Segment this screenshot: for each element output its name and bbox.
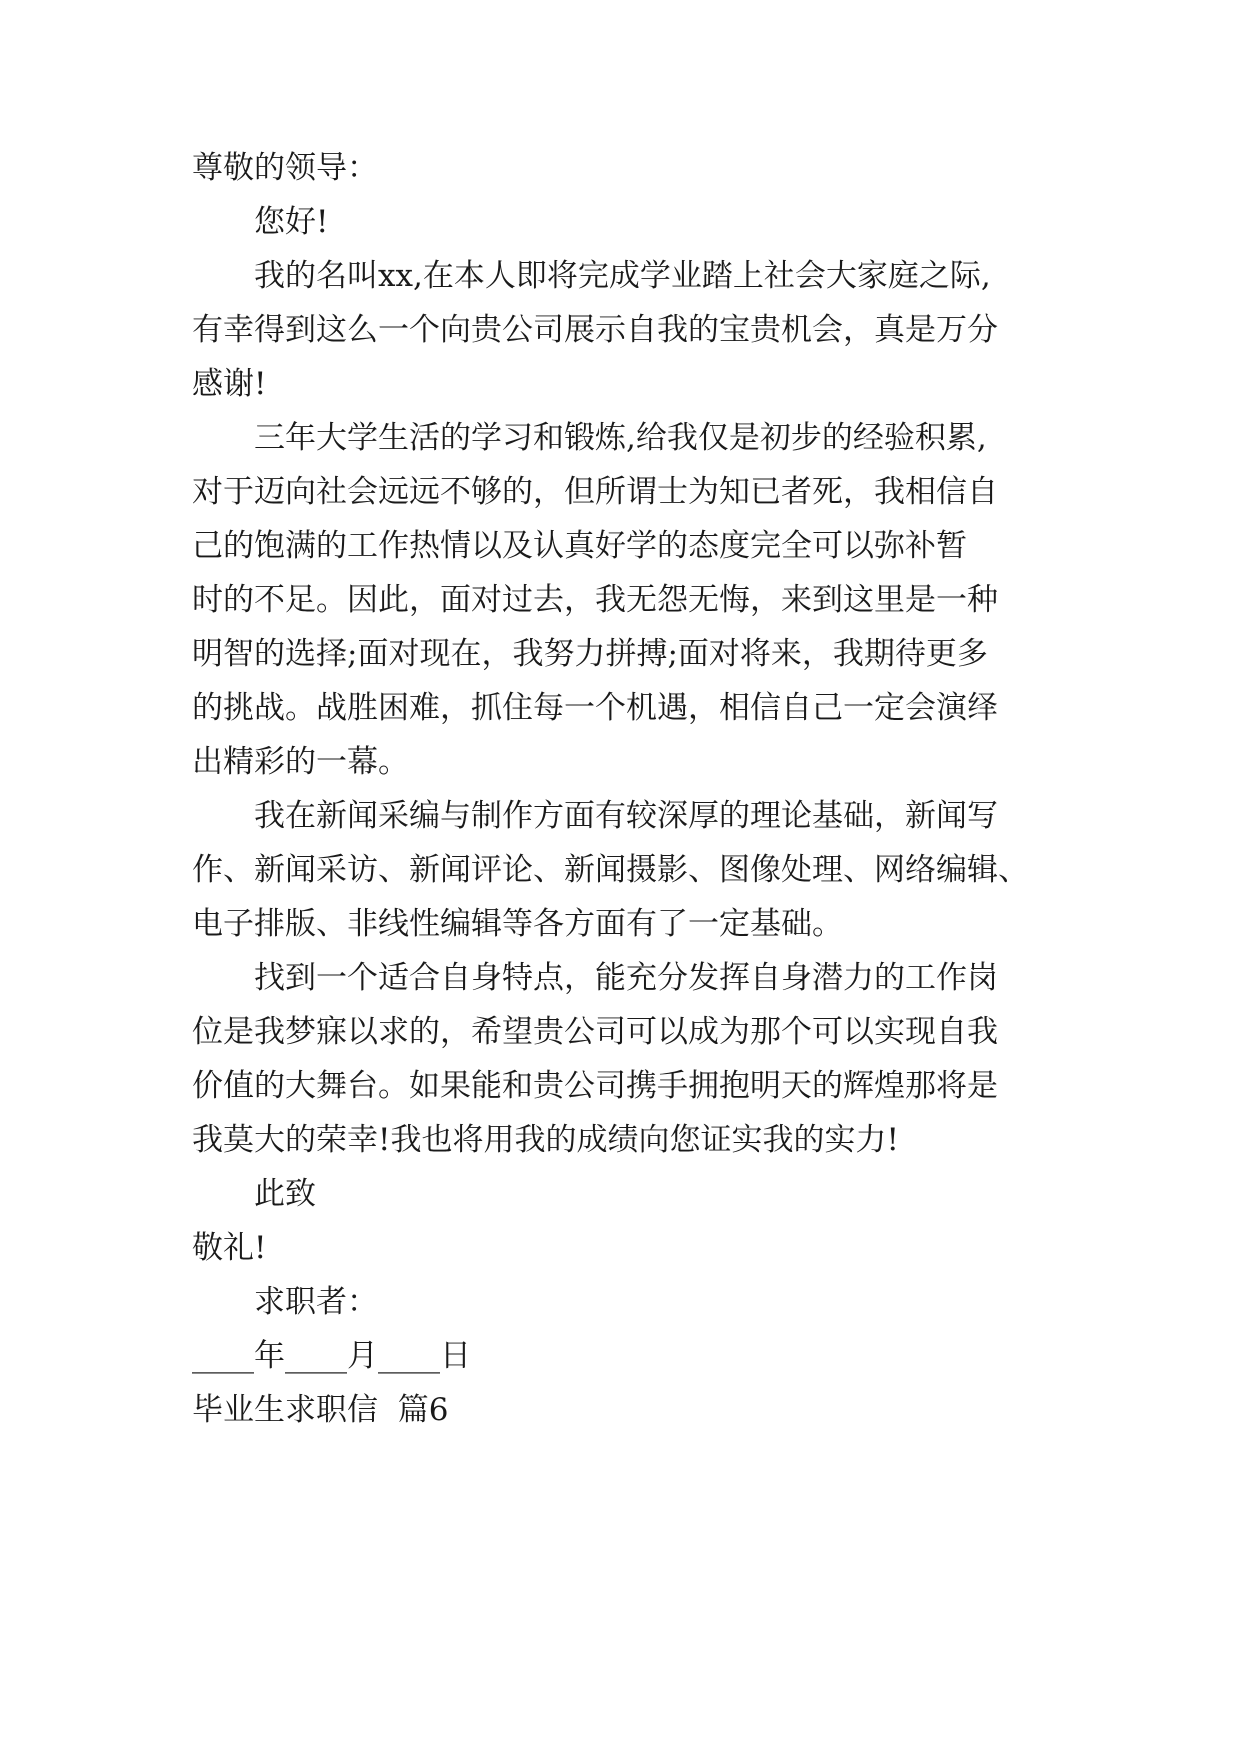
date-line: ____年____月____日 (192, 1338, 471, 1374)
paragraph-2-line-3: 己的饱满的工作热情以及认真好学的态度完全可以弥补暂 (192, 528, 967, 564)
paragraph-4-line-1: 找到一个适合自身特点，能充分发挥自身潜力的工作岗 (254, 960, 998, 996)
paragraph-2-line-1: 三年大学生活的学习和锻炼,给我仅是初步的经验积累, (254, 420, 987, 456)
greeting: 您好! (254, 204, 329, 240)
paragraph-4-line-4: 我莫大的荣幸!我也将用我的成绩向您证实我的实力! (192, 1122, 899, 1158)
paragraph-1-line-1: 我的名叫xx,在本人即将完成学业踏上社会大家庭之际, (254, 258, 991, 294)
paragraph-4-line-3: 价值的大舞台。如果能和贵公司携手拥抱明天的辉煌那将是 (192, 1068, 998, 1104)
paragraph-2-line-2: 对于迈向社会远远不够的，但所谓士为知已者死，我相信自 (192, 474, 998, 510)
paragraph-2-line-4: 时的不足。因此，面对过去，我无怨无悔，来到这里是一种 (192, 582, 998, 618)
closing-salute: 敬礼! (192, 1230, 267, 1266)
closing-phrase: 此致 (254, 1176, 316, 1212)
signature-label: 求职者： (254, 1284, 378, 1320)
salutation: 尊敬的领导： (192, 150, 378, 186)
paragraph-2-line-6: 的挑战。战胜困难，抓住每一个机遇，相信自己一定会演绎 (192, 690, 998, 726)
paragraph-2-line-5: 明智的选择;面对现在，我努力拼搏;面对将来，我期待更多 (192, 636, 988, 672)
paragraph-3-line-3: 电子排版、非线性编辑等各方面有了一定基础。 (192, 906, 843, 942)
paragraph-4-line-2: 位是我梦寐以求的，希望贵公司可以成为那个可以实现自我 (192, 1014, 998, 1050)
next-section-heading: 毕业生求职信 篇6 (192, 1392, 449, 1428)
paragraph-3-line-2: 作、新闻采访、新闻评论、新闻摄影、图像处理、网络编辑、 (192, 852, 1029, 888)
paragraph-1-line-2: 有幸得到这么一个向贵公司展示自我的宝贵机会，真是万分 (192, 312, 998, 348)
paragraph-1-line-3: 感谢! (192, 366, 267, 402)
paragraph-3-line-1: 我在新闻采编与制作方面有较深厚的理论基础，新闻写 (254, 798, 998, 834)
paragraph-2-line-7: 出精彩的一幕。 (192, 744, 409, 780)
